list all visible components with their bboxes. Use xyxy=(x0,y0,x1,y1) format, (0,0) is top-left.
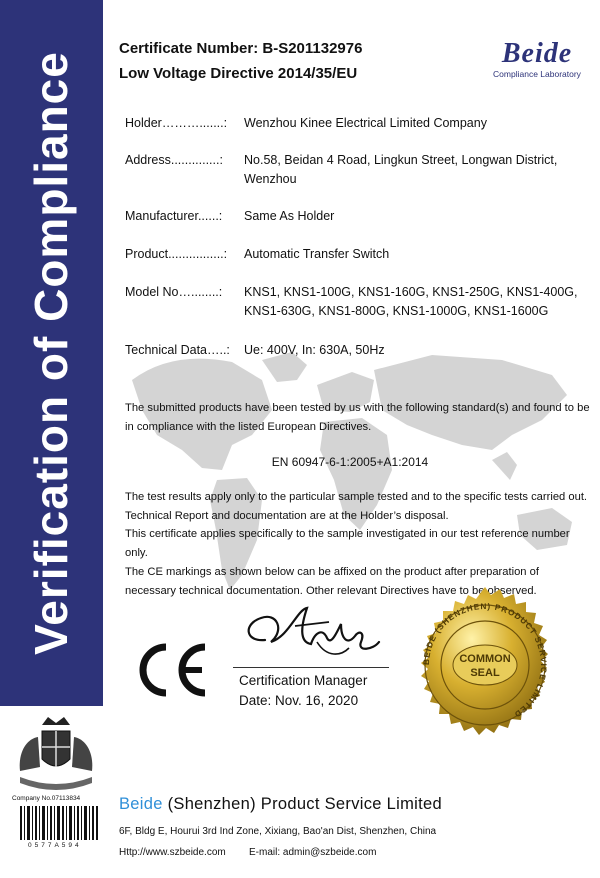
certificate-date: Date: Nov. 16, 2020 xyxy=(239,693,359,708)
product-label: Product................: xyxy=(125,247,228,261)
manager-signature xyxy=(237,602,387,664)
issuer-company-name xyxy=(119,795,442,814)
issuer-email[interactable]: E-mail: admin@szbeide.com xyxy=(249,847,377,858)
banner-text: Verification of Compliance xyxy=(25,51,77,655)
seal-ring-text: BEIDE (SHENZHEN) PRODUCT SERVICE LIMITED xyxy=(421,601,549,720)
signature-line xyxy=(233,667,389,668)
technical-value: Ue: 400V, In: 630A, 50Hz xyxy=(244,343,385,357)
note-4: The CE markings as shown below can be affixed on the product after preparation of necessary technical documentation. Other relevant Directives have to be observed. xyxy=(125,565,539,597)
holder-label: Holder……….......: xyxy=(125,116,228,130)
company-number: Company No.07113834 xyxy=(12,795,81,802)
issuer-website[interactable]: Http://www.szbeide.com xyxy=(119,847,226,858)
address-label: Address..............: xyxy=(125,153,223,167)
model-label: Model No…........: xyxy=(125,285,223,299)
manufacturer-label: Manufacturer......: xyxy=(125,209,223,223)
signatory-title: Certification Manager xyxy=(239,673,368,688)
logo-subtitle: Compliance Laboratory xyxy=(493,69,581,79)
directive-title: Low Voltage Directive 2014/35/EU xyxy=(119,65,358,82)
note-1: The test results apply only to the particular sample tested and to the specific tests carried out. xyxy=(125,491,588,503)
compliance-statement: The submitted products have been tested by us with the following standard(s) and found to be in compliance with the listed European Directives. xyxy=(125,402,590,433)
barcode-number: 0577A594 xyxy=(28,842,82,849)
address-value: No.58, Beidan 4 Road, Lingkun Street, Longwan District, Wenzhou xyxy=(244,153,558,186)
note-3: This certificate applies specifically to the sample investigated in our test reference number only. xyxy=(125,528,570,560)
model-value: KNS1, KNS1-100G, KNS1-160G, KNS1-250G, KNS1-400G, KNS1-630G, KNS1-800G, KNS1-1000G, KNS1-1600G xyxy=(244,285,578,318)
issuer-brand: Beide xyxy=(119,795,163,813)
product-value: Automatic Transfer Switch xyxy=(244,247,390,261)
issuer-name-rest: (Shenzhen) Product Service Limited xyxy=(167,795,442,813)
issuer-address: 6F, Bldg E, Hourui 3rd Ind Zone, Xixiang, Bao'an Dist, Shenzhen, China xyxy=(119,826,437,837)
barcode-icon xyxy=(20,806,98,840)
manufacturer-value: Same As Holder xyxy=(244,209,335,223)
holder-value: Wenzhou Kinee Electrical Limited Company xyxy=(244,116,487,130)
verification-banner xyxy=(0,0,103,706)
seal-line-1: COMMON xyxy=(459,653,511,665)
certificate-number: Certificate Number: B-S201132976 xyxy=(119,40,363,57)
logo-word: Beide xyxy=(501,38,573,69)
common-seal xyxy=(405,585,565,745)
notes-block xyxy=(125,488,590,600)
royal-crest-icon xyxy=(12,713,100,791)
beide-logo xyxy=(482,40,592,79)
note-2: Technical Report and documentation are at the Holder’s disposal. xyxy=(125,509,449,522)
technical-label: Technical Data…..: xyxy=(125,343,230,357)
seal-line-2: SEAL xyxy=(470,667,500,679)
ce-mark-logo xyxy=(132,641,212,699)
test-standard: EN 60947-6-1:2005+A1:2014 xyxy=(271,455,429,469)
